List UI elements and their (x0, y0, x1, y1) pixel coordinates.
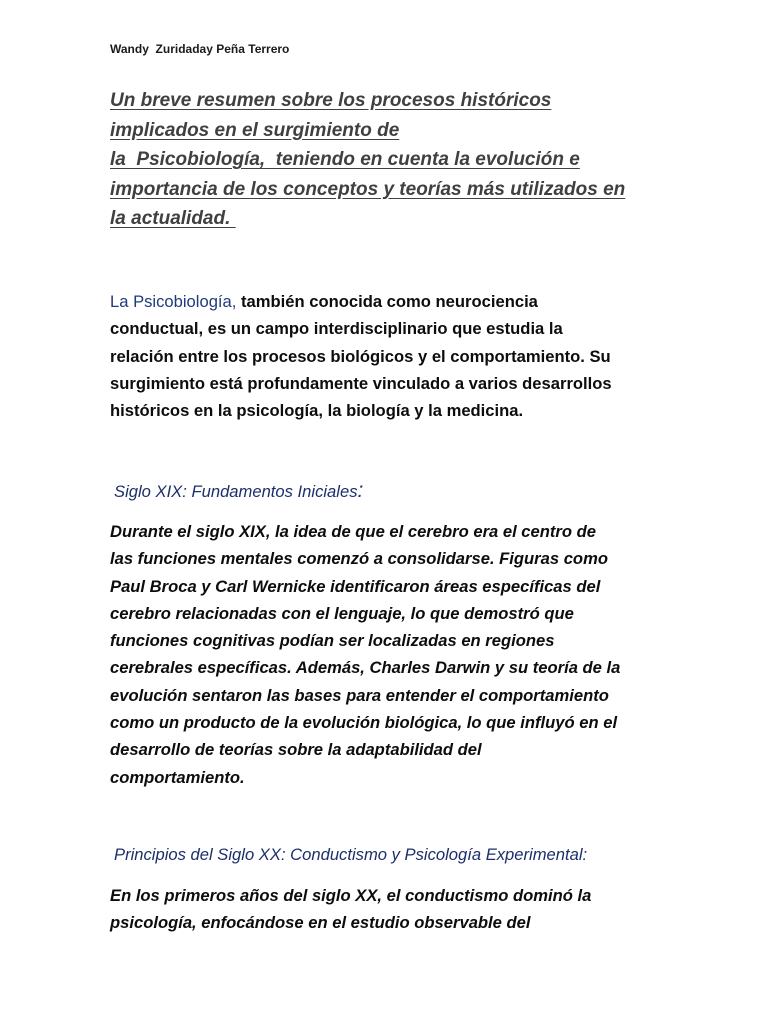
paragraph-line: funciones cognitivas podían ser localizadas en regiones (110, 631, 555, 651)
intro-line: relación entre los procesos biológicos y el comportamiento. Su (110, 346, 611, 366)
section-heading-siglo-xx: Principios del Siglo XX: Conductismo y Psicología Experimental: (114, 845, 588, 864)
paragraph-line: como un producto de la evolución biológica, lo que influyó en el (110, 713, 618, 733)
paragraph-line: Paul Broca y Carl Wernicke identificaron áreas específicas del (110, 576, 601, 596)
paragraph-line: Durante el siglo XIX, la idea de que el cerebro era el centro de (110, 522, 596, 541)
intro-line: también conocida como neurociencia (236, 292, 538, 311)
paragraph-line: cerebrales específicas. Además, Charles Darwin y su teoría de la (110, 658, 621, 678)
intro-lead-term: La Psicobiología, (110, 292, 237, 311)
paragraph-line: desarrollo de teorías sobre la adaptabilidad del (110, 740, 482, 760)
paragraph-line: comportamiento. (110, 767, 245, 787)
document-title (110, 86, 670, 234)
section-heading-text: Siglo XIX: Fundamentos Iniciales (114, 482, 358, 501)
intro-line: históricos en la psicología, la biología y la medicina. (110, 401, 524, 421)
paragraph-line: cerebro relacionadas con el lenguaje, lo que demostró que (110, 603, 574, 623)
intro-line: conductual, es un campo interdisciplinario que estudia la (110, 319, 563, 339)
title-line: implicados en el surgimiento de (110, 119, 400, 141)
paragraph-line: psicología, enfocándose en el estudio observable del (110, 913, 531, 933)
paragraph-line: En los primeros años del siglo XX, el conductismo dominó la (110, 886, 592, 905)
title-line: Un breve resumen sobre los procesos históricos (110, 90, 552, 111)
section-paragraph-siglo-xix (110, 518, 670, 791)
title-line: la Psicobiología, teniendo en cuenta la evolución e (110, 149, 580, 170)
section-heading-siglo-xix (114, 479, 363, 503)
section-paragraph-siglo-xx (110, 882, 670, 937)
intro-line: surgimiento está profundamente vinculado a varios desarrollos (110, 373, 612, 393)
title-line: la actualidad. (110, 208, 236, 229)
intro-paragraph (110, 288, 670, 424)
author-name: Wandy Zuridaday Peña Terrero (110, 42, 290, 56)
paragraph-line: las funciones mentales comenzó a consolidarse. Figuras como (110, 549, 608, 569)
paragraph-line: evolución sentaron las bases para entender el comportamiento (110, 685, 609, 705)
title-line: importancia de los conceptos y teorías más utilizados en (110, 178, 626, 200)
section-heading-colon: : (357, 479, 364, 502)
